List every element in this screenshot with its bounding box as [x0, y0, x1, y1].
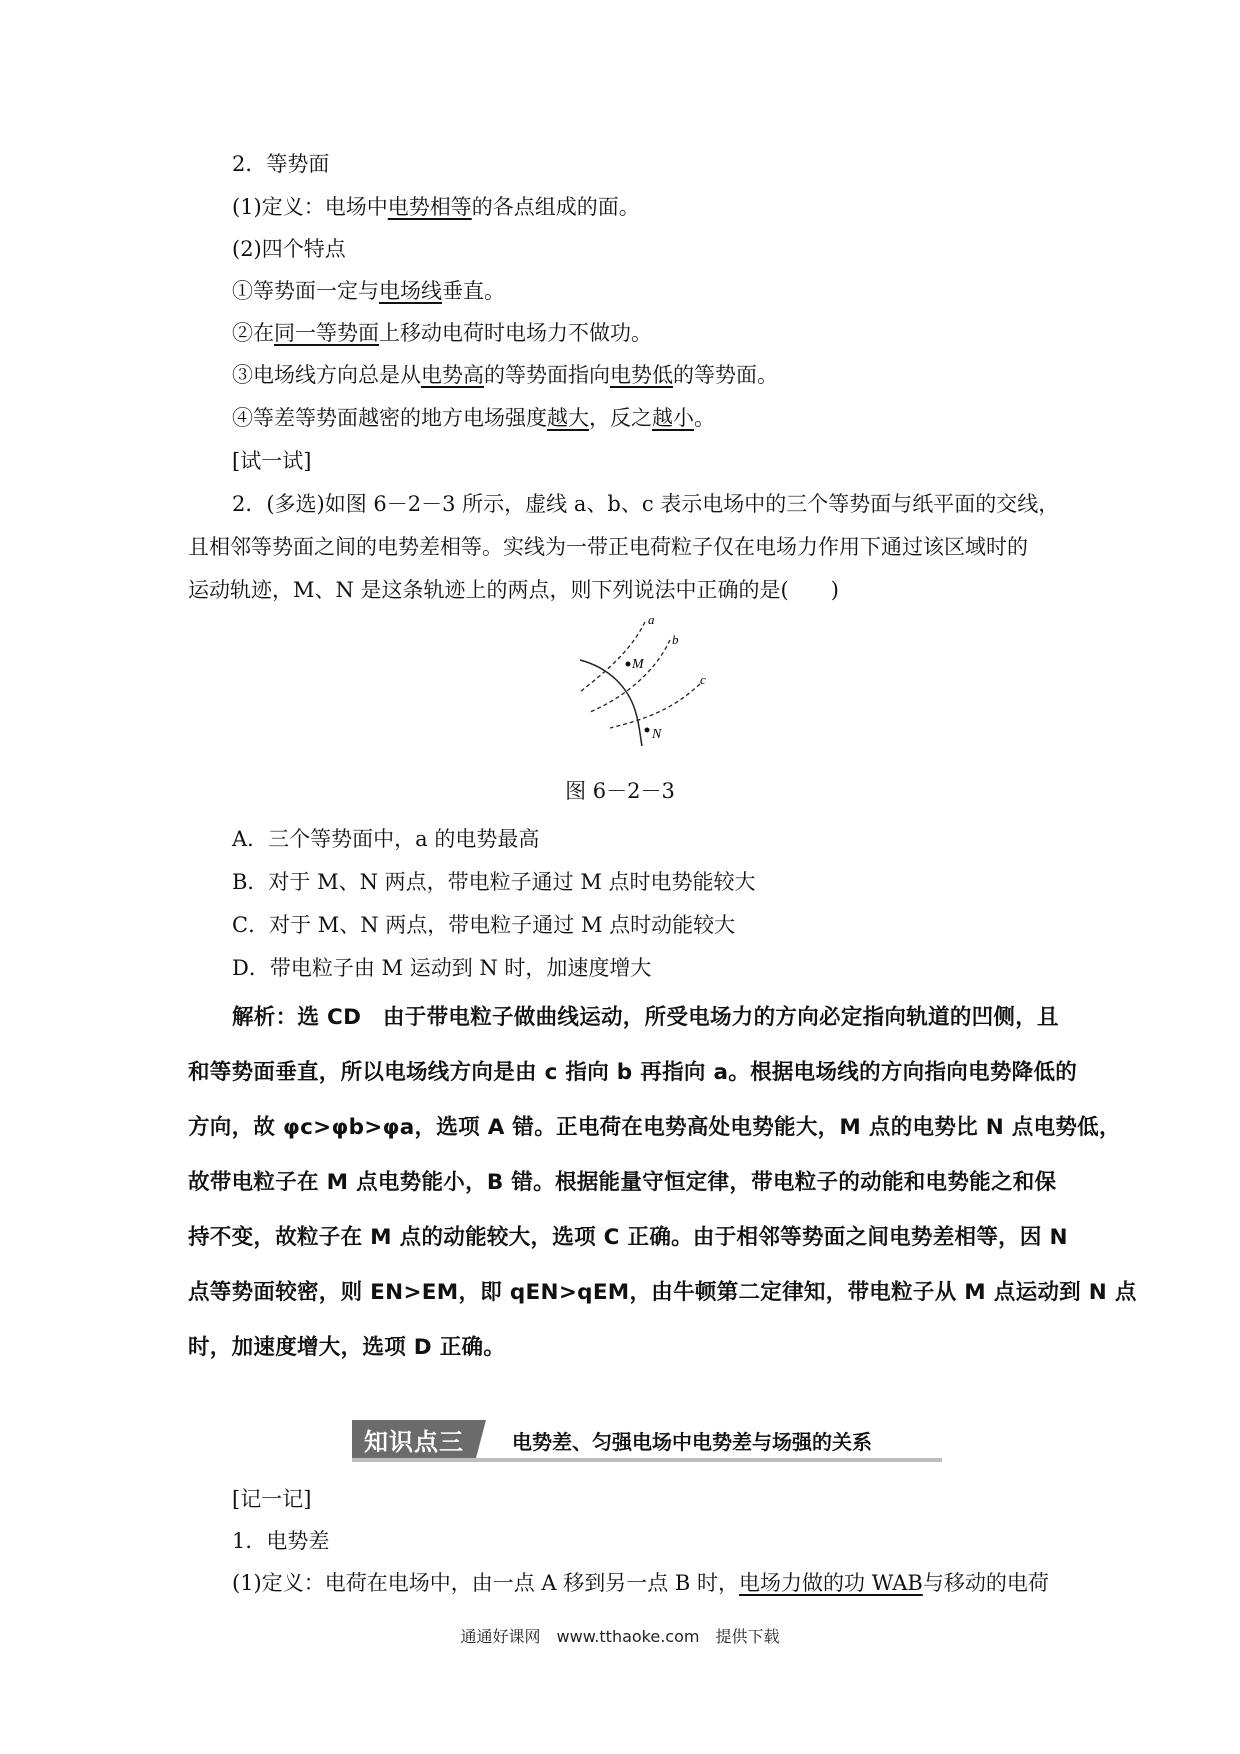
figure-caption: 图 6－2－3	[565, 779, 675, 803]
point-M	[626, 662, 631, 667]
equipotential-line-c	[610, 684, 700, 728]
feature-4-prefix: ④等差等势面越密的地方电场强度	[232, 406, 547, 430]
question-line-2: 且相邻等势面之间的电势差相等。实线为一带正电荷粒子仅在电场力作用下通过该区域时的	[188, 535, 1028, 559]
definition-prefix: (1)定义：电场中	[232, 195, 388, 219]
feature-2-underlined: 同一等势面	[274, 321, 379, 345]
feature-3-suffix: 的等势面。	[673, 363, 778, 387]
option-d: D．带电粒子由 M 运动到 N 时，加速度增大	[232, 956, 652, 980]
pd-def-prefix: (1)定义：电荷在电场中，由一点 A 移到另一点 B 时，	[232, 1571, 740, 1595]
feature-2	[232, 319, 652, 347]
feature-1-underlined: 电场线	[379, 279, 442, 303]
feature-4-underlined-1: 越大	[547, 406, 589, 430]
potential-difference-definition	[232, 1569, 1049, 1597]
analysis-line-4: 故带电粒子在 M 点电势能小，B 错。根据能量守恒定律，带电粒子的动能和电势能之和保	[188, 1170, 1057, 1195]
feature-4-suffix: 。	[694, 406, 715, 430]
feature-2-prefix: ②在	[232, 321, 274, 345]
pd-def-suffix: 与移动的电荷	[922, 1571, 1049, 1595]
knowledge-point-banner	[352, 1420, 942, 1462]
banner-title: 电势差、匀强电场中电势差与场强的关系	[512, 1430, 872, 1454]
feature-1	[232, 277, 505, 305]
section-heading: 2．等势面	[232, 152, 330, 176]
banner-rule	[352, 1458, 942, 1462]
label-M: M	[632, 657, 644, 672]
question-line-3: 运动轨迹，M、N 是这条轨迹上的两点，则下列说法中正确的是( )	[188, 578, 839, 602]
point-N	[645, 728, 650, 733]
feature-4-underlined-2: 越小	[652, 406, 694, 430]
feature-3-mid: 的等势面指向	[484, 363, 610, 387]
feature-3-underlined-2: 电势低	[610, 363, 673, 387]
analysis-line-3: 方向，故 φc>φb>φa，选项 A 错。正电荷在电势高处电势能大，M 点的电势比 N 点电势低，	[188, 1115, 1121, 1140]
label-c: c	[700, 672, 706, 687]
label-a: a	[648, 612, 655, 627]
feature-1-suffix: 垂直。	[442, 279, 505, 303]
option-c: C．对于 M、N 两点，带电粒子通过 M 点时动能较大	[232, 913, 736, 937]
page-footer: 通通好课网 www.tthaoke.com 提供下载	[460, 1627, 780, 1646]
analysis-line-5: 持不变，故粒子在 M 点的动能较大，选项 C 正确。由于相邻等势面之间电势差相等，因 N	[188, 1225, 1068, 1250]
label-b: b	[672, 632, 679, 647]
potential-difference-heading: 1．电势差	[232, 1529, 330, 1553]
label-N: N	[652, 727, 662, 742]
feature-2-suffix: 上移动电荷时电场力不做功。	[379, 321, 652, 345]
feature-3-prefix: ③电场线方向总是从	[232, 363, 421, 387]
remember-label: [记一记]	[232, 1487, 312, 1511]
feature-3-underlined-1: 电势高	[421, 363, 484, 387]
feature-4-mid: ，反之	[589, 406, 652, 430]
option-b: B．对于 M、N 两点，带电粒子通过 M 点时电势能较大	[232, 870, 756, 894]
equipotential-line-b	[590, 640, 670, 712]
pd-def-underlined: 电场力做的功 WAB	[739, 1571, 923, 1595]
feature-1-prefix: ①等势面一定与	[232, 279, 379, 303]
banner-tab: 知识点三	[352, 1420, 476, 1458]
analysis-line-7: 时，加速度增大，选项 D 正确。	[188, 1335, 506, 1360]
feature-4	[232, 404, 715, 432]
feature-3	[232, 361, 778, 389]
features-title: (2)四个特点	[232, 237, 346, 261]
option-a: A．三个等势面中，a 的电势最高	[232, 827, 540, 851]
definition-line	[232, 193, 640, 221]
question-line-1: 2．(多选)如图 6－2－3 所示，虚线 a、b、c 表示电场中的三个等势面与纸平面的交线，	[232, 492, 1060, 516]
definition-suffix: 的各点组成的面。	[471, 195, 640, 219]
analysis-line-6: 点等势面较密，则 EN>EM，即 qEN>qEM，由牛顿第二定律知，带电粒子从 M 点运动到 N 点	[188, 1280, 1137, 1305]
definition-underlined: 电势相等	[387, 195, 472, 219]
analysis-line-1: 解析：选 CD 由于带电粒子做曲线运动，所受电场力的方向必定指向轨道的凹侧，且	[232, 1005, 1059, 1030]
try-label: [试一试]	[232, 449, 312, 473]
trajectory-line	[580, 660, 642, 746]
equipotential-figure	[560, 612, 730, 752]
analysis-line-2: 和等势面垂直，所以电场线方向是由 c 指向 b 再指向 a。根据电场线的方向指向电势降低的	[188, 1060, 1078, 1085]
